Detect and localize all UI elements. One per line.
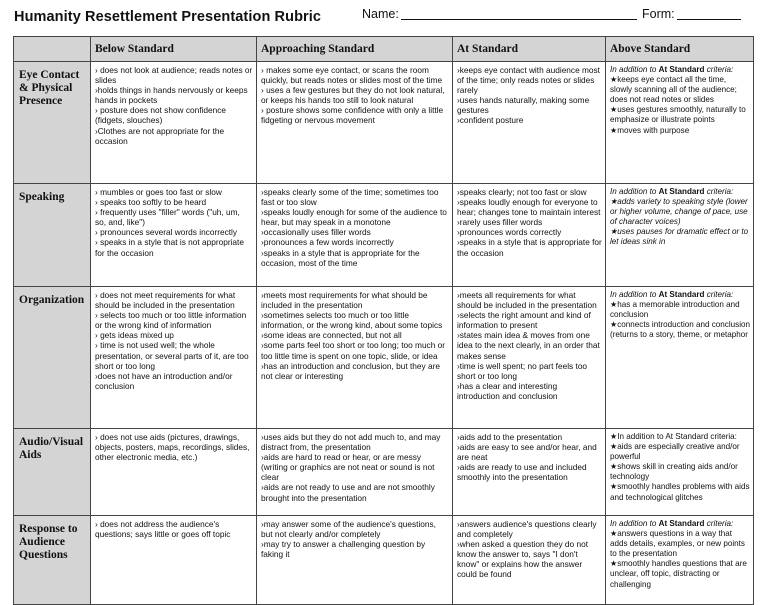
- criterion-descriptor: ›speaks clearly; not too fast or slow: [457, 187, 587, 197]
- above-standard-cell: [606, 287, 754, 429]
- criterion-descriptor: › time is not used well; the whole presentation, or several parts of it, are too short or too long: [95, 340, 249, 371]
- at-standard-cell: [453, 184, 606, 287]
- approaching-standard-header: Approaching Standard: [257, 37, 453, 62]
- criterion-label: Response to Audience Questions: [14, 516, 91, 605]
- criterion-descriptor: ›pronounces a few words incorrectly: [261, 237, 394, 248]
- intro-text: In addition to: [610, 290, 657, 299]
- criterion-descriptor: ›speaks in a style that is appropriate for the occasion, most of the time: [261, 247, 420, 268]
- criterion-descriptor: ›may try to answer a challenging question by faking it: [261, 539, 426, 560]
- criterion-descriptor: ★connects introduction and conclusion (returns to a story, theme, or metaphor: [610, 320, 750, 340]
- criterion-label: Audio/Visual Aids: [14, 429, 91, 516]
- below-standard-cell: [91, 184, 257, 287]
- rubric-table: [13, 36, 754, 605]
- criterion-descriptor: ★has a memorable introduction and conclusion: [610, 300, 740, 320]
- criterion-descriptor: › selects too much or too little information or the wrong kind of information: [95, 310, 247, 331]
- criterion-descriptor: ›speaks loudly enough for some of the audience to hear, but may speak in a monotone: [261, 207, 447, 228]
- above-standard-cell: [606, 62, 754, 184]
- criterion-descriptor: ›may answer some of the audience's questions, but not clearly and/or completely: [261, 519, 436, 540]
- criterion-descriptor: › posture shows some confidence with only a little fidgeting or nervous movement: [261, 105, 444, 126]
- criterion-descriptor: › uses a few gestures but they do not look natural, or keeps his hands too still to look natural: [261, 85, 445, 106]
- rubric-row: [14, 516, 754, 605]
- criterion-descriptor: ›when asked a question they do not know the answer to, says "I don't know" or explains how the answer could be found: [457, 539, 588, 580]
- criterion-descriptor: › gets ideas mixed up: [95, 330, 174, 341]
- criterion-descriptor: ★uses pauses for dramatic effect or to let ideas sink in: [610, 227, 749, 247]
- criterion-descriptor: ›speaks clearly some of the time; sometimes too fast or too slow: [261, 187, 439, 208]
- criterion-descriptor: › speaks in a style that is not appropriate for the occasion: [95, 237, 244, 258]
- form-label: Form:: [642, 7, 675, 21]
- rubric-row: [14, 62, 754, 184]
- criterion-label: Organization: [14, 287, 91, 429]
- form-field-line[interactable]: [677, 19, 741, 20]
- criterion-descriptor: ›aids are ready to use and included smoothly into the presentation: [457, 462, 587, 483]
- page-header: [0, 0, 768, 34]
- intro-bold-text: At Standard: [658, 187, 705, 196]
- page-title: Humanity Resettlement Presentation Rubric: [14, 9, 322, 25]
- above-standard-cell: [606, 184, 754, 287]
- criterion-descriptor: ›has a clear and interesting introduction and conclusion: [457, 380, 558, 401]
- intro-text: In addition to: [610, 65, 657, 74]
- at-standard-cell: [453, 429, 606, 516]
- approaching-standard-cell: [257, 62, 453, 184]
- rubric-row: [14, 184, 754, 287]
- criterion-descriptor: ›does not have an introduction and/or conclusion: [95, 370, 233, 391]
- criterion-descriptor: ›confident posture: [457, 115, 524, 126]
- above-standard-intro: [610, 187, 750, 197]
- criterion-descriptor: ›some parts feel too short or too long; too much or too little time is spent on one topic, slide, or idea: [261, 340, 446, 361]
- intro-text: In addition to: [610, 187, 657, 196]
- criterion-descriptor: ★aids are especially creative and/or powerful: [610, 442, 740, 462]
- criterion-descriptor: › speaks too softly to be heard: [95, 197, 207, 208]
- below-standard-cell: [91, 287, 257, 429]
- criterion-descriptor: › does not meet requirements for what should be included in the presentation: [95, 290, 236, 311]
- criterion-descriptor: ›aids add to the presentation: [457, 432, 563, 442]
- criterion-descriptor: ›rarely uses filler words: [457, 217, 543, 228]
- at-standard-cell: [453, 287, 606, 429]
- criterion-descriptor: ›states main idea & moves from one idea to the next clearly, in an order that makes sense: [457, 330, 600, 361]
- criterion-label: Eye Contact & Physical Presence: [14, 62, 91, 184]
- criterion-descriptor: › does not look at audience; reads notes or slides: [95, 65, 253, 86]
- criterion-descriptor: › posture does not show confidence (fidgets, slouches): [95, 105, 226, 126]
- criterion-descriptor: › frequently uses "filler" words ("uh, um, so, and, like"): [95, 207, 240, 228]
- criterion-descriptor: ›uses hands naturally, making some gestures: [457, 95, 590, 116]
- criterion-descriptor: › pronounces several words incorrectly: [95, 227, 238, 238]
- criterion-descriptor: ›speaks in a style that is appropriate for the occasion: [457, 237, 602, 258]
- below-standard-cell: [91, 429, 257, 516]
- criterion-descriptor: ›meets all requirements for what should be included in the presentation: [457, 290, 597, 311]
- criterion-descriptor: › makes some eye contact, or scans the room quickly, but reads notes or slides most of the time: [261, 65, 443, 86]
- at-standard-cell: [453, 516, 606, 605]
- above-standard-intro: [610, 290, 750, 300]
- criterion-descriptor: ›keeps eye contact with audience most of the time; only reads notes or slides rarely: [457, 65, 600, 96]
- criterion-descriptor: ›has an introduction and conclusion, but they are not clear or interesting: [261, 360, 440, 381]
- criterion-label: Speaking: [14, 184, 91, 287]
- criterion-descriptor: ★keeps eye contact all the time, slowly scanning all of the audience; does not read notes or slides: [610, 75, 737, 105]
- below-standard-cell: [91, 62, 257, 184]
- name-label: Name:: [362, 7, 399, 21]
- criterion-descriptor: ★shows skill in creating aids and/or technology: [610, 462, 738, 482]
- criteria-column-header: [14, 37, 91, 62]
- criterion-descriptor: ★moves with purpose: [610, 125, 690, 135]
- below-standard-cell: [91, 516, 257, 605]
- criterion-descriptor: ›speaks loudly enough for everyone to hear; changes tone to maintain interest: [457, 197, 601, 218]
- criterion-descriptor: ★adds variety to speaking style (lower or higher volume, change of pace, use of character voices): [610, 197, 748, 227]
- criterion-descriptor: ›answers audience's questions clearly and completely: [457, 519, 597, 540]
- criterion-descriptor: ›occasionally uses filler words: [261, 227, 371, 238]
- above-standard-intro: [610, 519, 750, 529]
- below-standard-header: Below Standard: [91, 37, 257, 62]
- criterion-descriptor: ›pronounces words correctly: [457, 227, 562, 238]
- approaching-standard-cell: [257, 516, 453, 605]
- criterion-descriptor: ›aids are not ready to use and are not smoothly brought into the presentation: [261, 482, 435, 503]
- intro-end-text: criteria:: [706, 187, 734, 196]
- criterion-descriptor: ›uses aids but they do not add much to, and may distract from, the presentation: [261, 432, 441, 453]
- criterion-descriptor: ★In addition to At Standard criteria:: [610, 432, 737, 441]
- intro-bold-text: At Standard: [658, 519, 705, 528]
- criterion-descriptor: ›Clothes are not appropriate for the occasion: [95, 125, 225, 146]
- criterion-descriptor: ›time is well spent; no part feels too short or too long: [457, 360, 588, 381]
- above-standard-cell: [606, 516, 754, 605]
- criterion-descriptor: ★smoothly handles problems with aids and technological glitches: [610, 482, 750, 502]
- intro-end-text: criteria:: [706, 290, 734, 299]
- intro-text: In addition to: [610, 519, 657, 528]
- criterion-descriptor: ›meets most requirements for what should be included in the presentation: [261, 290, 428, 311]
- criterion-descriptor: ›aids are hard to read or hear, or are messy (writing or graphics are not neat or sound is not clear: [261, 452, 435, 483]
- name-field-line[interactable]: [401, 19, 637, 20]
- criterion-descriptor: ›some ideas are connected, but not all: [261, 330, 402, 341]
- approaching-standard-cell: [257, 429, 453, 516]
- intro-bold-text: At Standard: [658, 65, 705, 74]
- approaching-standard-cell: [257, 287, 453, 429]
- criterion-descriptor: › mumbles or goes too fast or slow: [95, 187, 222, 197]
- criterion-descriptor: › does not address the audience's questions; says little or goes off topic: [95, 519, 231, 540]
- intro-end-text: criteria:: [706, 65, 734, 74]
- header-row: [14, 37, 754, 62]
- criterion-descriptor: › does not use aids (pictures, drawings, objects, posters, maps, recordings, slides, other electronic media, etc.): [95, 432, 250, 463]
- at-standard-header: At Standard: [453, 37, 606, 62]
- criterion-descriptor: ›sometimes selects too much or too little information, or the wrong kind, about some topics: [261, 310, 443, 331]
- criterion-descriptor: ★smoothly handles questions that are unclear, off topic, distracting or challenging: [610, 559, 747, 589]
- criterion-descriptor: ›selects the right amount and kind of information to present: [457, 310, 591, 331]
- above-standard-cell: [606, 429, 754, 516]
- intro-end-text: criteria:: [706, 519, 734, 528]
- criterion-descriptor: ★answers questions in a way that adds details, examples, or new points to the presentation: [610, 529, 745, 559]
- at-standard-cell: [453, 62, 606, 184]
- rubric-row: [14, 287, 754, 429]
- above-standard-intro: [610, 65, 750, 75]
- criterion-descriptor: ›aids are easy to see and/or hear, and are neat: [457, 442, 597, 463]
- approaching-standard-cell: [257, 184, 453, 287]
- criterion-descriptor: ›holds things in hands nervously or keeps hands in pockets: [95, 85, 248, 106]
- rubric-row: [14, 429, 754, 516]
- criterion-descriptor: ★uses gestures smoothly, naturally to emphasize or illustrate points: [610, 105, 746, 125]
- intro-bold-text: At Standard: [658, 290, 705, 299]
- above-standard-header: Above Standard: [606, 37, 754, 62]
